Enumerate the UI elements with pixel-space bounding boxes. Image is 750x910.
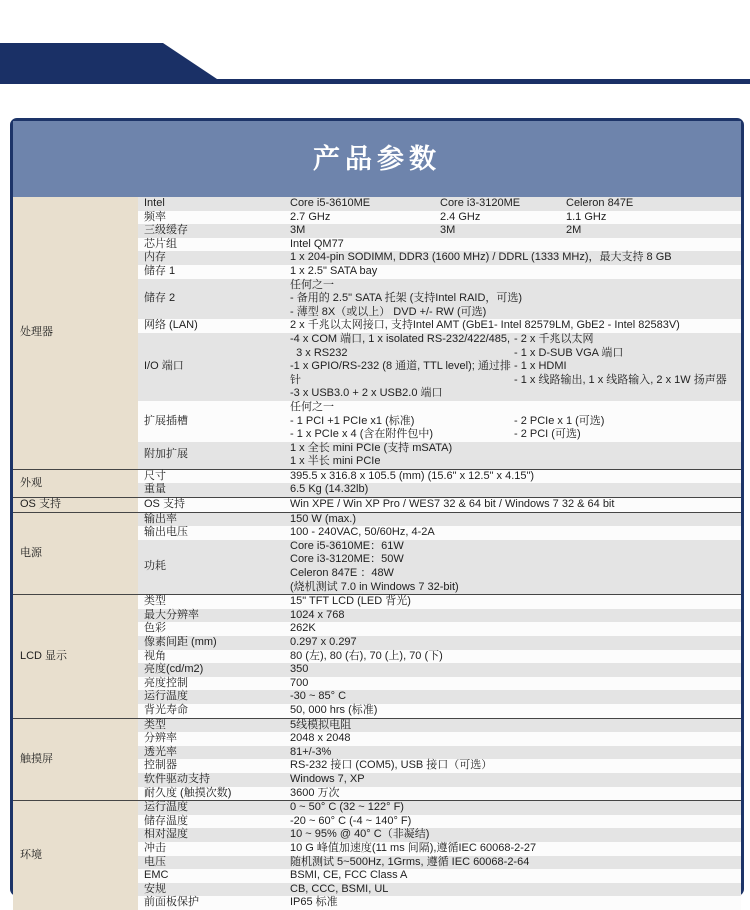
- spec-section: [13, 718, 741, 801]
- spec-row: [138, 636, 741, 650]
- spec-row-label: 输出电压: [144, 526, 188, 539]
- spec-row: [138, 483, 741, 497]
- spec-row: [138, 842, 741, 856]
- spec-row: [138, 540, 741, 594]
- spec-row: [138, 773, 741, 787]
- spec-value: 81+/-3%: [290, 745, 332, 758]
- spec-value: 2.4 GHz: [440, 210, 481, 223]
- spec-row-label: 像素间距 (mm): [144, 636, 217, 648]
- spec-line: 1 x 半长 mini PCIe: [290, 455, 381, 468]
- spec-value: 2 x 千兆以太网接口, 支持Intel AMT (GbE1- Intel 82579LM, GbE2 - Intel 82583V): [290, 319, 680, 332]
- ribbon-title: 产品参数: [30, 7, 114, 29]
- spec-row: [138, 896, 741, 910]
- spec-row-label: 运行温度: [144, 801, 188, 814]
- spec-row-label: I/O 端口: [144, 360, 184, 373]
- spec-value: 1 x 204-pin SODIMM, DDR3 (1600 MHz) / DDRL (1333 MHz)，最大支持 8 GB: [290, 251, 672, 264]
- spec-line: - 1 x PCIe x 4 (含在附件包中): [290, 428, 434, 441]
- spec-value: Celeron 847E: [566, 197, 634, 209]
- spec-col-left: [290, 401, 514, 442]
- spec-body: [13, 197, 741, 910]
- spec-row: [138, 759, 741, 773]
- spec-row-label: 色彩: [144, 622, 166, 635]
- spec-value: 15" TFT LCD (LED 背光): [290, 595, 411, 608]
- spec-line: 3 x RS232: [290, 346, 348, 359]
- spec-line: - 2 x 千兆以太网: [514, 332, 594, 345]
- spec-row-label: 储存 2: [144, 292, 176, 305]
- spec-row-label: 三级缓存: [144, 224, 188, 237]
- spec-row: [138, 513, 741, 527]
- section-rows: [138, 498, 741, 512]
- spec-row: [138, 498, 741, 512]
- spec-value: -20 ~ 60° C (-4 ~ 140° F): [290, 814, 412, 827]
- spec-row: [138, 787, 741, 801]
- spec-row-label: 控制器: [144, 759, 177, 772]
- spec-row-label: 冲击: [144, 841, 166, 854]
- spec-line: - 1 x 线路输出, 1 x 线路输入, 2 x 1W 扬声器: [514, 373, 727, 386]
- spec-row: [138, 801, 741, 815]
- spec-row-label: 功耗: [144, 560, 166, 573]
- spec-row: [138, 595, 741, 609]
- spec-row: [138, 663, 741, 677]
- spec-value: 3M: [440, 224, 456, 237]
- spec-row: [138, 856, 741, 870]
- spec-row-label: 视角: [144, 649, 166, 662]
- spec-line: Core i3-3120ME：50W: [290, 553, 404, 566]
- spec-line: -1 x GPIO/RS-232 (8 通道, TTL level); 通过排针: [290, 360, 511, 386]
- spec-row-label: 网络 (LAN): [144, 319, 198, 332]
- spec-value: Core i3-3120ME: [440, 197, 521, 209]
- spec-value-lines: [290, 540, 741, 594]
- spec-line: [514, 401, 741, 415]
- category-cell: 环境: [13, 801, 138, 910]
- section-rows: [138, 197, 741, 469]
- spec-value: 6.5 Kg (14.32lb): [290, 483, 369, 496]
- spec-value: IP65 标准: [290, 896, 338, 909]
- spec-row-label: 安规: [144, 882, 166, 895]
- spec-row: [138, 279, 741, 320]
- spec-row: [138, 211, 741, 225]
- spec-value: 2048 x 2048: [290, 732, 351, 745]
- spec-row-label: 扩展插槽: [144, 414, 188, 427]
- spec-row-label: 前面板保护: [144, 896, 199, 909]
- spec-row-label: 运行温度: [144, 690, 188, 703]
- category-cell: 触摸屏: [13, 719, 138, 801]
- category-cell: 电源: [13, 513, 138, 595]
- spec-row: [138, 224, 741, 238]
- spec-row: [138, 251, 741, 265]
- spec-value: 1 x 2.5" SATA bay: [290, 264, 378, 277]
- spec-line: 任何之一: [290, 400, 334, 413]
- section-ribbon: [0, 43, 240, 79]
- spec-section: [13, 469, 741, 497]
- spec-value: 1.1 GHz: [566, 210, 607, 223]
- spec-row: [138, 883, 741, 897]
- section-rows: [138, 801, 741, 910]
- spec-row-label: 电压: [144, 855, 166, 868]
- spec-row-label: 附加扩展: [144, 448, 188, 461]
- spec-value: 3600 万次: [290, 786, 340, 799]
- spec-value: 10 ~ 95% @ 40° C（非凝结): [290, 828, 430, 841]
- category-cell: LCD 显示: [13, 595, 138, 717]
- spec-line: -3 x USB3.0 + 2 x USB2.0 端口: [290, 387, 443, 400]
- spec-value: -30 ~ 85° C: [290, 690, 347, 703]
- spec-row-label: Intel: [144, 197, 165, 209]
- spec-row: [138, 828, 741, 842]
- spec-row: [138, 238, 741, 252]
- spec-row: [138, 526, 741, 540]
- spec-row: [138, 319, 741, 333]
- spec-line: - 1 PCI +1 PCIe x1 (标准): [290, 414, 415, 427]
- spec-value: Intel QM77: [290, 237, 344, 250]
- spec-row-label: 最大分辨率: [144, 608, 199, 621]
- spec-section: [13, 497, 741, 512]
- spec-value: RS-232 接口 (COM5), USB 接口（可选）: [290, 759, 493, 772]
- spec-line: - 2 PCIe x 1 (可选): [514, 414, 605, 427]
- section-rows: [138, 719, 741, 801]
- spec-section: [13, 197, 741, 469]
- category-cell: 外观: [13, 470, 138, 497]
- spec-line: -4 x COM 端口, 1 x isolated RS-232/422/485,: [290, 332, 511, 345]
- spec-line: (烧机测试 7.0 in Windows 7 32-bit): [290, 580, 459, 593]
- spec-row: [138, 401, 741, 442]
- spec-row: [138, 470, 741, 484]
- spec-value: 随机测试 5~500Hz, 1Grms, 遵循 IEC 60068-2-64: [290, 855, 530, 868]
- spec-row-label: 亮度控制: [144, 676, 188, 689]
- spec-table: [10, 118, 744, 909]
- spec-line: Celeron 847E ：48W: [290, 567, 394, 580]
- spec-row-label: 储存 1: [144, 264, 176, 277]
- spec-value: 262K: [290, 622, 316, 635]
- spec-section: [13, 512, 741, 595]
- spec-row: [138, 719, 741, 733]
- spec-value: 350: [290, 663, 309, 676]
- section-rows: [138, 595, 741, 717]
- spec-row: [138, 677, 741, 691]
- spec-row: [138, 333, 741, 401]
- spec-row: [138, 690, 741, 704]
- spec-value: 1024 x 768: [290, 608, 345, 621]
- spec-value: 3M: [290, 224, 306, 237]
- spec-two-col: [290, 333, 741, 401]
- spec-value: BSMI, CE, FCC Class A: [290, 869, 408, 882]
- spec-value: 80 (左), 80 (右), 70 (上), 70 (下): [290, 649, 443, 662]
- spec-row-label: 尺寸: [144, 469, 166, 482]
- spec-line: - 2 PCI (可选): [514, 428, 581, 441]
- spec-value: Win XPE / Win XP Pro / WES7 32 & 64 bit / Windows 7 32 & 64 bit: [290, 498, 615, 511]
- spec-value: 10 G 峰值加速度(11 ms 间隔),遵循IEC 60068-2-27: [290, 841, 537, 854]
- spec-section: [13, 800, 741, 910]
- spec-value-lines: [290, 279, 741, 320]
- spec-two-col: [290, 401, 741, 442]
- spec-col-right: [514, 333, 741, 401]
- spec-col-left: [290, 333, 514, 401]
- spec-value: 100 - 240VAC, 50/60Hz, 4-2A: [290, 526, 435, 539]
- spec-row-label: 耐久度 (触摸次数): [144, 786, 232, 799]
- spec-row-label: 背光寿命: [144, 703, 188, 716]
- spec-value: 2M: [566, 224, 582, 237]
- spec-col-right: [514, 401, 741, 442]
- spec-row-label: 软件驱动支持: [144, 772, 210, 785]
- spec-row: [138, 746, 741, 760]
- spec-value: Core i5-3610ME: [290, 197, 371, 209]
- spec-row-label: EMC: [144, 869, 169, 882]
- spec-row: [138, 732, 741, 746]
- spec-row-label: 芯片组: [144, 237, 177, 250]
- spec-row-label: 输出率: [144, 512, 177, 525]
- spec-row: [138, 650, 741, 664]
- spec-row: [138, 622, 741, 636]
- spec-row-label: 亮度(cd/m2): [144, 663, 204, 676]
- spec-line: - 备用的 2.5" SATA 托架 (支持Intel RAID，可选): [290, 292, 523, 305]
- spec-row-label: 内存: [144, 251, 166, 264]
- ribbon-rule: [0, 79, 750, 84]
- spec-line: - 薄型 8X（或以上） DVD +/- RW (可选): [290, 305, 487, 318]
- spec-row-label: 重量: [144, 483, 166, 496]
- spec-row: [138, 442, 741, 469]
- spec-line: - 1 x HDMI: [514, 360, 567, 373]
- spec-value: 5线模拟电阻: [290, 718, 352, 731]
- spec-value: 150 W (max.): [290, 512, 357, 525]
- spec-value: 2.7 GHz: [290, 210, 331, 223]
- spec-row: [138, 197, 741, 211]
- spec-row-label: 类型: [144, 595, 166, 608]
- spec-row: [138, 704, 741, 718]
- spec-table-title: 产品参数: [13, 121, 741, 197]
- spec-row: [138, 869, 741, 883]
- spec-row-label: 透光率: [144, 745, 177, 758]
- category-cell: 处理器: [13, 197, 138, 469]
- spec-row-label: 相对湿度: [144, 828, 188, 841]
- category-cell: OS 支持: [13, 498, 138, 512]
- spec-row-label: OS 支持: [144, 498, 185, 511]
- spec-line: Core i5-3610ME：61W: [290, 539, 404, 552]
- spec-row-label: 分辨率: [144, 732, 177, 745]
- spec-line: 任何之一: [290, 278, 334, 291]
- spec-value-lines: [290, 442, 741, 469]
- spec-line: - 1 x D-SUB VGA 端口: [514, 346, 624, 359]
- spec-row: [138, 609, 741, 623]
- spec-row: [138, 265, 741, 279]
- spec-value: 50, 000 hrs (标准): [290, 703, 378, 716]
- spec-row-label: 储存温度: [144, 814, 188, 827]
- spec-value: Windows 7, XP: [290, 772, 365, 785]
- spec-value: 395.5 x 316.8 x 105.5 (mm) (15.6" x 12.5" x 4.15"): [290, 469, 535, 482]
- spec-row-label: 频率: [144, 210, 166, 223]
- spec-value: CB, CCC, BSMI, UL: [290, 882, 389, 895]
- spec-row: [138, 815, 741, 829]
- section-rows: [138, 513, 741, 595]
- spec-value: 700: [290, 676, 309, 689]
- spec-section: [13, 594, 741, 717]
- spec-line: 1 x 全长 mini PCIe (支持 mSATA): [290, 441, 453, 454]
- spec-row-label: 类型: [144, 718, 166, 731]
- spec-value: 0.297 x 0.297: [290, 636, 357, 648]
- section-rows: [138, 470, 741, 497]
- spec-value: 0 ~ 50° C (32 ~ 122° F): [290, 801, 404, 814]
